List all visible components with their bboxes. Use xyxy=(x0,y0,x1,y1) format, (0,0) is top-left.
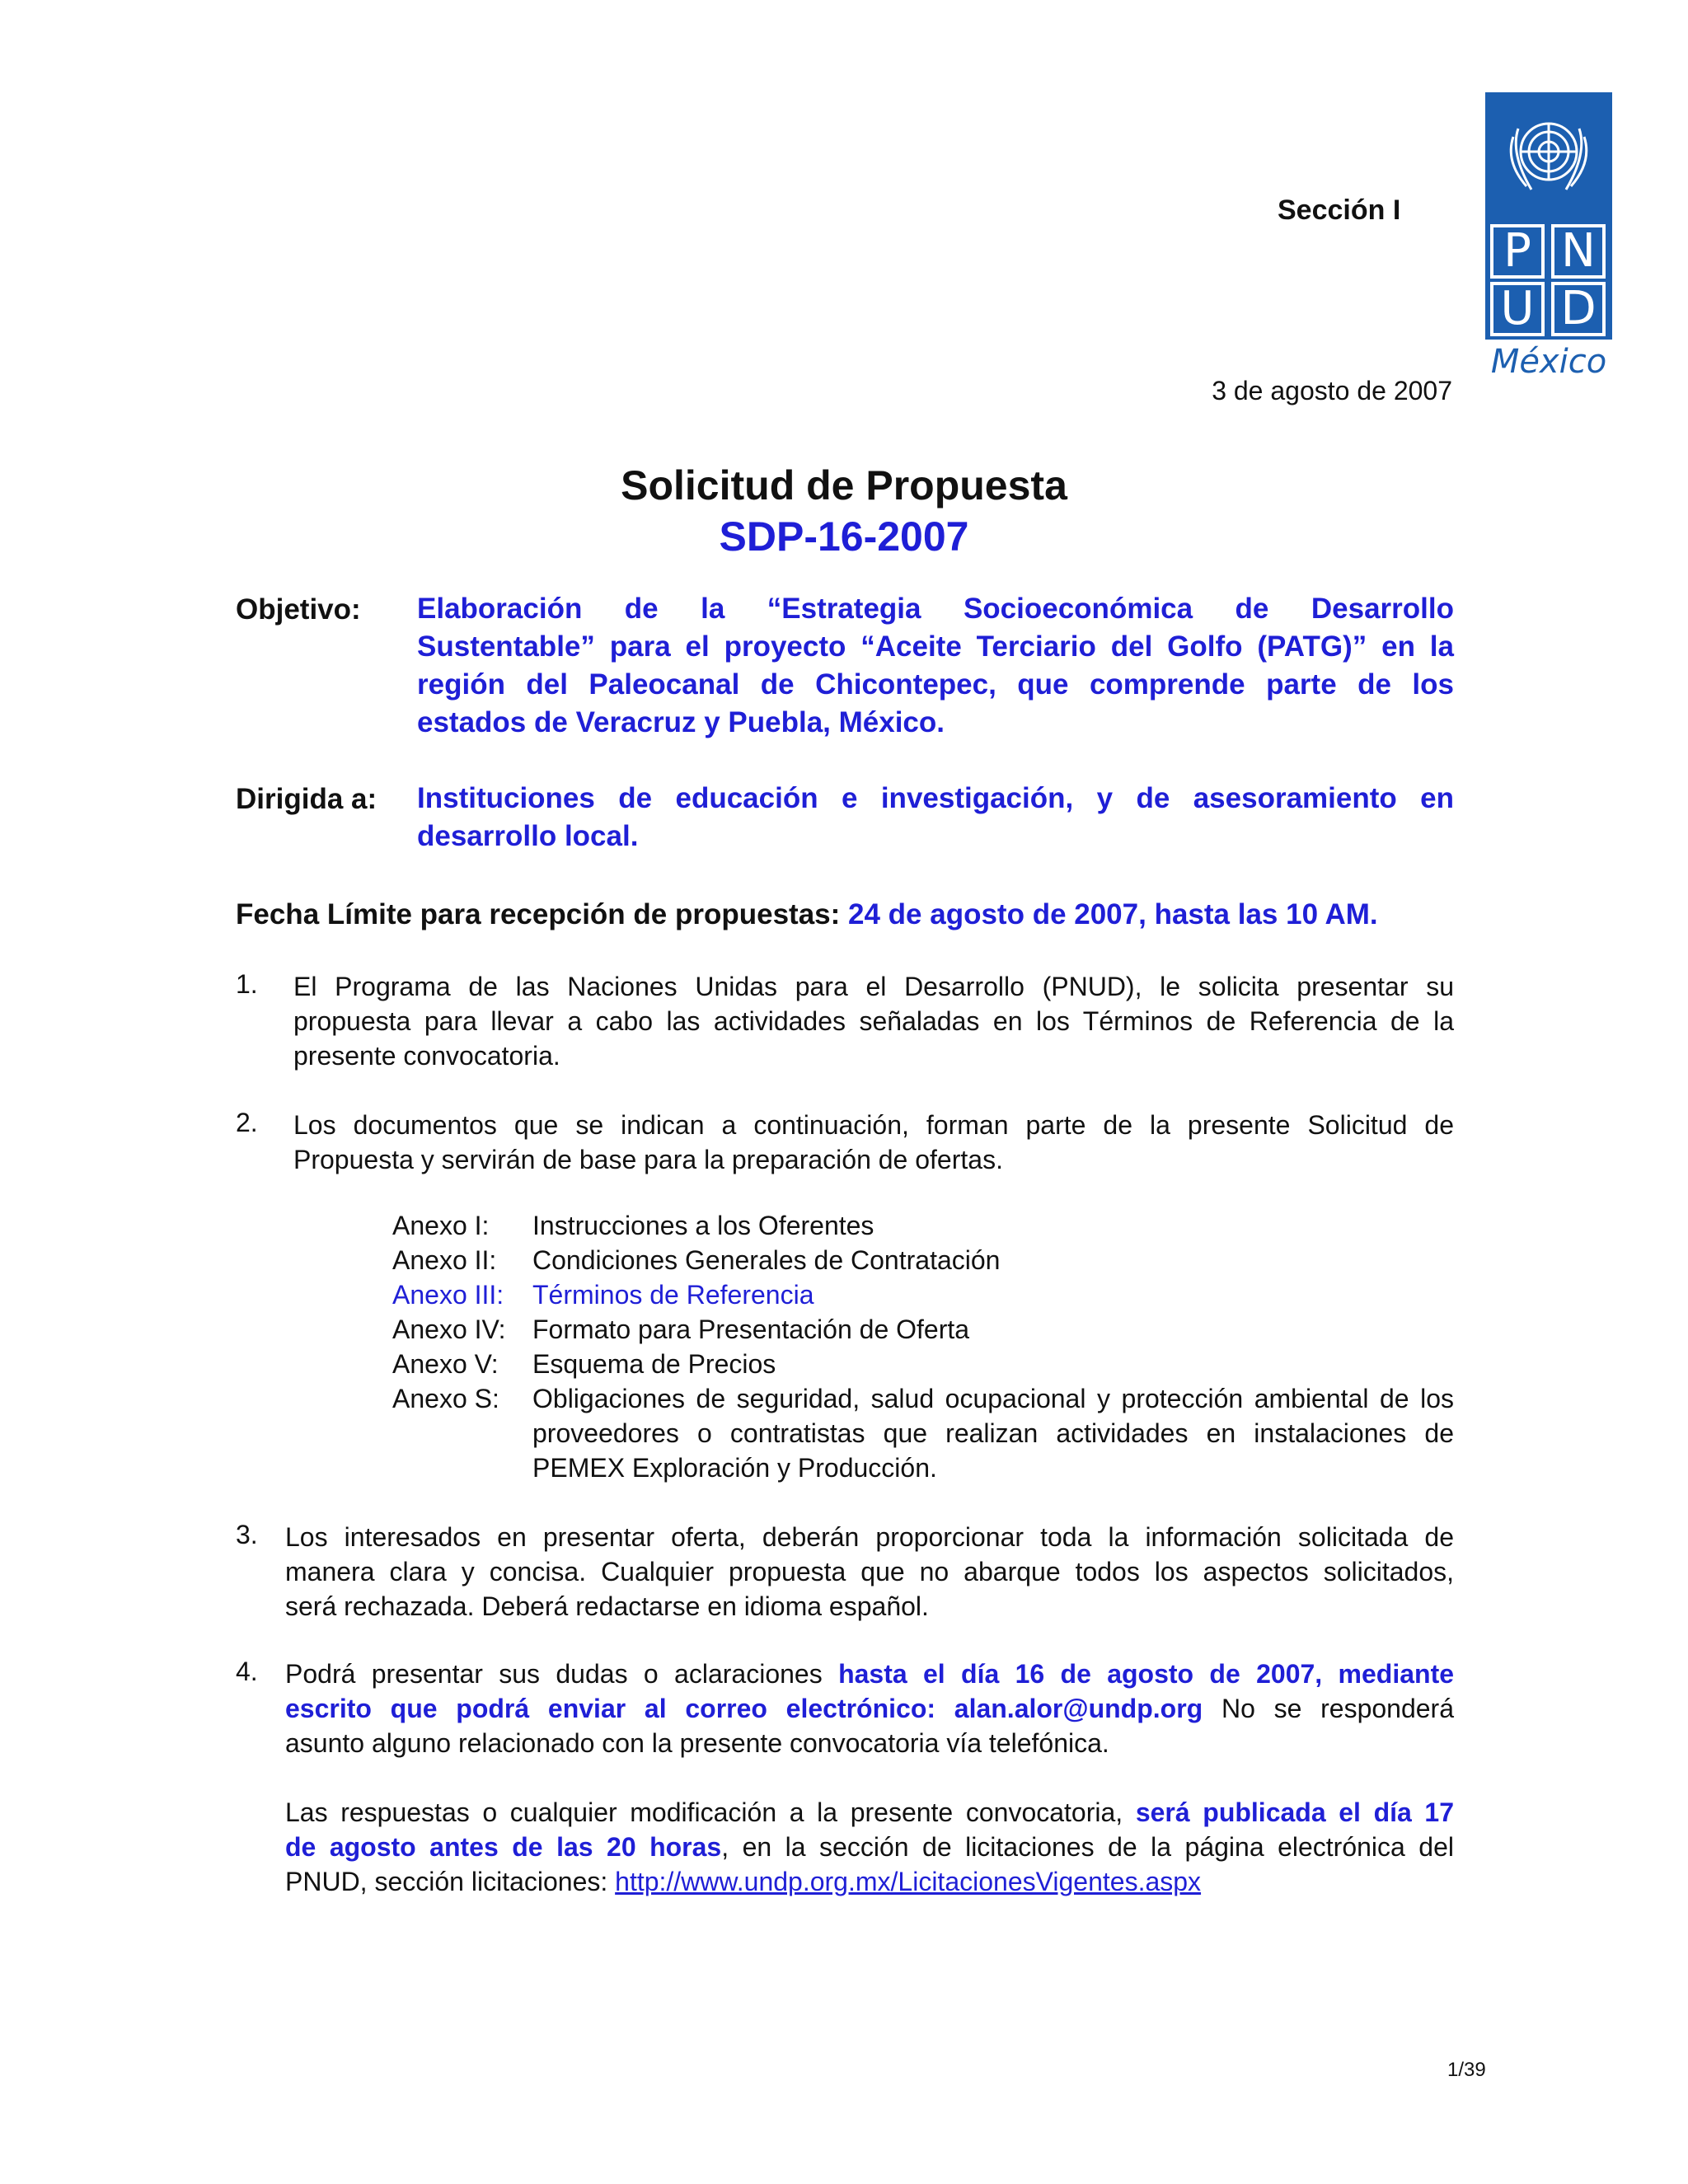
annex-key[interactable]: Anexo III: xyxy=(392,1280,504,1310)
annex-value: Condiciones Generales de Contratación xyxy=(532,1245,1001,1275)
un-emblem-icon xyxy=(1493,104,1604,209)
deadline-label: Fecha Límite para recepción de propuestas: xyxy=(236,898,841,930)
item-3-line: Los interesados en presentar oferta, deberán proporcionar toda la información solicitada de xyxy=(285,1522,1454,1552)
annex-key: Anexo V: xyxy=(392,1349,499,1379)
logo-letter-d: D xyxy=(1551,282,1606,336)
annex-row xyxy=(392,1347,1454,1381)
logo-letter-p: P xyxy=(1490,224,1545,279)
logo-letter-u: U xyxy=(1490,282,1545,336)
item-4-email-highlight[interactable]: escrito que podrá enviar al correo electrónico: alan.alor@undp.org xyxy=(285,1694,1203,1723)
item-1-text xyxy=(293,969,1454,1073)
document-date: 3 de agosto de 2007 xyxy=(1212,376,1452,405)
item-3-text xyxy=(285,1520,1454,1624)
pnud-logo xyxy=(1485,92,1612,381)
item-1-line: El Programa de las Naciones Unidas para el Desarrollo (PNUD), le solicita presentar su xyxy=(293,972,1454,1001)
annex-row-link[interactable] xyxy=(392,1277,1454,1312)
item-4-p2-highlight: será publicada el día 17 xyxy=(1135,1797,1455,1827)
annex-value: Formato para Presentación de Oferta xyxy=(532,1315,970,1344)
item-3-line: será rechazada. Deberá redactarse en idioma español. xyxy=(285,1591,929,1621)
dirigida-line: desarrollo local. xyxy=(417,820,639,852)
annex-row xyxy=(392,1208,1454,1243)
item-4-number: 4. xyxy=(236,1657,258,1686)
annex-key: Anexo S: xyxy=(392,1384,499,1413)
item-4-p2-line xyxy=(285,1830,1454,1864)
logo-box xyxy=(1485,92,1612,340)
dirigida-label: Dirigida a: xyxy=(236,783,377,815)
item-4-text-segment: No se responderá xyxy=(1221,1694,1455,1723)
item-4-line xyxy=(285,1657,1454,1691)
item-4-p2-segment: , en la sección de licitaciones de la página electrónica del xyxy=(721,1832,1455,1862)
deadline-value: 24 de agosto de 2007, hasta las 10 AM. xyxy=(848,898,1378,930)
objetivo-line: estados de Veracruz y Puebla, México. xyxy=(417,706,945,738)
item-4-p2-line xyxy=(285,1864,1454,1899)
objetivo-line: Elaboración de la “Estrategia Socioeconómica de Desarrollo xyxy=(417,593,1454,625)
item-4-highlight: hasta el día 16 de agosto de 2007, mediante xyxy=(838,1659,1455,1689)
item-4-line: asunto alguno relacionado con la presente convocatoria vía telefónica. xyxy=(285,1728,1109,1758)
item-1-number: 1. xyxy=(236,969,258,999)
dirigida-text xyxy=(417,780,1454,855)
objetivo-line: región del Paleocanal de Chicontepec, que comprende parte de los xyxy=(417,668,1454,701)
logo-country: México xyxy=(1490,343,1607,381)
item-4-p2-segment: Las respuestas o cualquier modificación a la presente convocatoria, xyxy=(285,1797,1123,1827)
item-4-p2-highlight: de agosto antes de las 20 horas xyxy=(285,1832,722,1862)
annex-key: Anexo I: xyxy=(392,1211,490,1240)
dirigida-line: Instituciones de educación e investigación, y de asesoramiento en xyxy=(417,782,1454,814)
objetivo-text xyxy=(417,590,1454,742)
licitaciones-link[interactable]: http://www.undp.org.mx/LicitacionesVigentes.aspx xyxy=(615,1867,1202,1896)
item-4-p2-line xyxy=(285,1795,1454,1830)
item-2-text xyxy=(293,1108,1454,1177)
annex-key: Anexo II: xyxy=(392,1245,497,1275)
annex-row xyxy=(392,1243,1454,1277)
item-3-line: manera clara y concisa. Cualquier propuesta que no abarque todos los aspectos solicitados, xyxy=(285,1557,1454,1586)
item-4-text-segment: Podrá presentar sus dudas o aclaraciones xyxy=(285,1659,823,1689)
item-1-line: presente convocatoria. xyxy=(293,1041,560,1071)
item-2-line: Los documentos que se indican a continuación, forman parte de la presente Solicitud de xyxy=(293,1110,1454,1140)
logo-letter-n: N xyxy=(1551,224,1606,279)
annex-value[interactable]: Términos de Referencia xyxy=(532,1280,814,1310)
item-4-p2-segment: PNUD, sección licitaciones: xyxy=(285,1867,608,1896)
item-3-number: 3. xyxy=(236,1520,258,1549)
item-4-text xyxy=(285,1657,1454,1760)
annex-value: Obligaciones de seguridad, salud ocupacional y protección ambiental de los proveedores o contratistas que realizan actividades en instalaciones de PEMEX Exploración y Producción. xyxy=(532,1384,1454,1483)
item-4-paragraph-2 xyxy=(285,1795,1454,1899)
objetivo-label: Objetivo: xyxy=(236,593,361,626)
annex-row xyxy=(392,1312,1454,1347)
page-number: 1/39 xyxy=(1447,2059,1486,2081)
document-title: Solicitud de Propuesta xyxy=(621,462,1067,509)
annex-value: Esquema de Precios xyxy=(532,1349,776,1379)
document-code: SDP-16-2007 xyxy=(719,513,969,560)
item-2-line: Propuesta y servirán de base para la preparación de ofertas. xyxy=(293,1145,1003,1174)
item-4-line xyxy=(285,1691,1454,1726)
item-1-line: propuesta para llevar a cabo las actividades señaladas en los Términos de Referencia de la xyxy=(293,1006,1454,1036)
section-label: Sección I xyxy=(1278,194,1401,226)
item-2-number: 2. xyxy=(236,1108,258,1137)
annex-row xyxy=(392,1381,1454,1485)
annex-value: Instrucciones a los Oferentes xyxy=(532,1211,874,1240)
deadline-line xyxy=(236,898,1378,931)
objetivo-line: Sustentable” para el proyecto “Aceite Terciario del Golfo (PATG)” en la xyxy=(417,630,1454,663)
annex-key: Anexo IV: xyxy=(392,1315,506,1344)
